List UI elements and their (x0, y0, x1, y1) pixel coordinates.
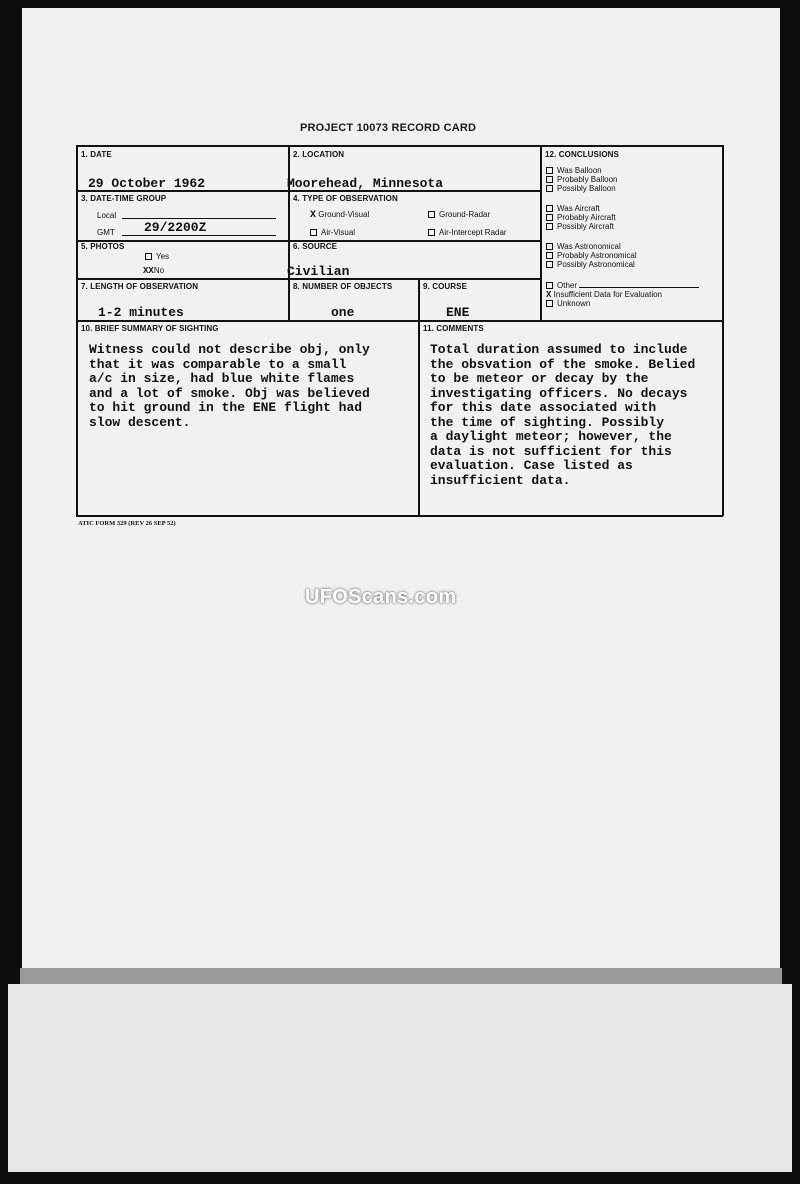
comments-line: to be meteor or decay by the (430, 371, 649, 386)
gmt-underline (122, 235, 276, 236)
length-value: 1-2 minutes (98, 305, 184, 320)
comments-label: 11. COMMENTS (423, 324, 484, 333)
conclusion-text: Possibly Astronomical (557, 260, 635, 269)
card-title: PROJECT 10073 RECORD CARD (300, 122, 477, 134)
conclusion-text: Was Astronomical (557, 242, 621, 251)
air-intercept-option (428, 228, 507, 237)
ground-radar-option (428, 210, 490, 219)
number-objects-value: one (331, 305, 355, 320)
ground-visual-mark: X (310, 210, 317, 221)
frame-right (722, 145, 724, 516)
conclusion-text: Possibly Balloon (557, 184, 616, 193)
course-label: 9. COURSE (423, 282, 468, 291)
air-visual-option (310, 228, 355, 237)
other-underline (579, 287, 699, 288)
conclusion-checkbox (546, 252, 553, 259)
conclusions-label: 12. CONCLUSIONS (545, 150, 619, 159)
conclusion-checkbox (546, 185, 553, 192)
conclusion-item (546, 251, 637, 260)
photos-label: 5. PHOTOS (81, 242, 125, 251)
summary-line: to hit ground in the ENE flight had (89, 400, 363, 415)
comments-line: data is not sufficient for this (430, 443, 672, 459)
number-objects-label: 8. NUMBER OF OBJECTS (293, 282, 393, 291)
photos-no-option (143, 266, 164, 276)
frame-left (76, 145, 78, 516)
conclusion-checkbox (546, 205, 553, 212)
conclusion-item (546, 213, 616, 222)
datetime-group-label: 3. DATE-TIME GROUP (81, 194, 167, 203)
comments-line: a daylight meteor; however, the (430, 429, 672, 444)
conclusion-item (546, 299, 590, 308)
comments-line: evaluation. Case listed as (430, 458, 633, 473)
air-intercept-checkbox (428, 229, 435, 236)
conclusion-text: Probably Aircraft (557, 213, 616, 222)
conclusion-checkbox (546, 176, 553, 183)
air-intercept-text: Air-Intercept Radar (439, 228, 507, 237)
document-page (22, 8, 780, 970)
comments-line: the obsvation of the smoke. Belied (430, 356, 696, 372)
date-value: 29 October 1962 (88, 176, 206, 191)
conclusion-checkbox (546, 282, 553, 289)
location-label: 2. LOCATION (293, 150, 345, 159)
photos-yes-text: Yes (156, 252, 170, 261)
conclusion-checkbox (546, 167, 553, 174)
conclusion-text: Possibly Aircraft (557, 222, 614, 231)
conclusion-checkbox (546, 214, 553, 221)
date-label: 1. DATE (81, 150, 112, 159)
conclusion-item (546, 242, 621, 251)
summary-divider (418, 320, 420, 516)
photos-yes-checkbox (145, 253, 152, 260)
ground-radar-text: Ground-Radar (439, 210, 491, 219)
conclusion-item (546, 281, 699, 290)
conclusion-text: Was Balloon (557, 166, 602, 175)
summary-line: slow descent. (89, 414, 191, 430)
comments-line: insufficient data. (430, 472, 571, 488)
conclusion-item (546, 166, 602, 175)
comments-text (430, 343, 720, 488)
location-value: Moorehead, Minnesota (287, 176, 444, 191)
conclusion-checkbox (546, 243, 553, 250)
conclusion-text: Insufficient Data for Evaluation (553, 290, 662, 299)
photos-no-text: No (153, 266, 165, 275)
photos-no-mark: XX (143, 266, 154, 276)
underlying-page (8, 984, 792, 1172)
row-line-4 (76, 320, 723, 322)
conclusion-item (546, 222, 614, 231)
conclusion-item (546, 184, 616, 193)
photos-yes-option (145, 252, 169, 261)
summary-text (89, 343, 370, 430)
local-underline (122, 218, 276, 219)
summary-line: and a lot of smoke. Obj was believed (89, 385, 370, 401)
watermark: UFOScans.com (305, 586, 457, 608)
frame-bottom (76, 515, 723, 517)
comments-line: Total duration assumed to include (430, 343, 688, 357)
gmt-value: 29/2200Z (144, 220, 207, 235)
col-divider (288, 145, 290, 321)
gmt-label: GMT (97, 228, 115, 237)
conclusion-text: Probably Astronomical (557, 251, 637, 260)
comments-line: for this date associated with (430, 400, 657, 415)
summary-line: Witness could not describe obj, only (89, 342, 370, 357)
air-visual-checkbox (310, 229, 317, 236)
conclusion-text: Was Aircraft (557, 204, 600, 213)
conclusion-text: Probably Balloon (557, 175, 618, 184)
conclusion-text: Other (557, 281, 578, 290)
air-visual-text: Air-Visual (321, 228, 356, 237)
conclusion-item (546, 260, 635, 269)
source-value: Civilian (287, 264, 350, 279)
comments-line: investigating officers. No decays (430, 385, 688, 401)
selected-mark: X (546, 290, 552, 300)
length-label: 7. LENGTH OF OBSERVATION (81, 282, 199, 291)
conclusion-checkbox (546, 223, 553, 230)
type-observation-label: 4. TYPE OF OBSERVATION (293, 194, 398, 203)
ground-radar-checkbox (428, 211, 435, 218)
conclusions-divider (540, 145, 542, 321)
ground-visual-text: Ground-Visual (318, 210, 370, 219)
source-label: 6. SOURCE (293, 242, 338, 251)
conclusion-item (546, 204, 600, 213)
comments-line: the time of sighting. Possibly (430, 414, 665, 430)
course-divider (418, 278, 420, 321)
conclusion-text: Unknown (557, 299, 591, 308)
conclusion-checkbox (546, 261, 553, 268)
summary-label: 10. BRIEF SUMMARY OF SIGHTING (81, 324, 219, 333)
summary-line: that it was comparable to a small (89, 356, 347, 372)
form-number: ATIC FORM 329 (REV 26 SEP 52) (78, 520, 176, 527)
conclusion-checkbox (546, 300, 553, 307)
page-shadow (20, 968, 782, 984)
frame-top (76, 145, 723, 147)
summary-line: a/c in size, had blue white flames (89, 371, 355, 386)
ground-visual-option (310, 210, 369, 221)
course-value: ENE (446, 305, 470, 320)
conclusion-item (546, 175, 617, 184)
local-label: Local (97, 211, 117, 220)
